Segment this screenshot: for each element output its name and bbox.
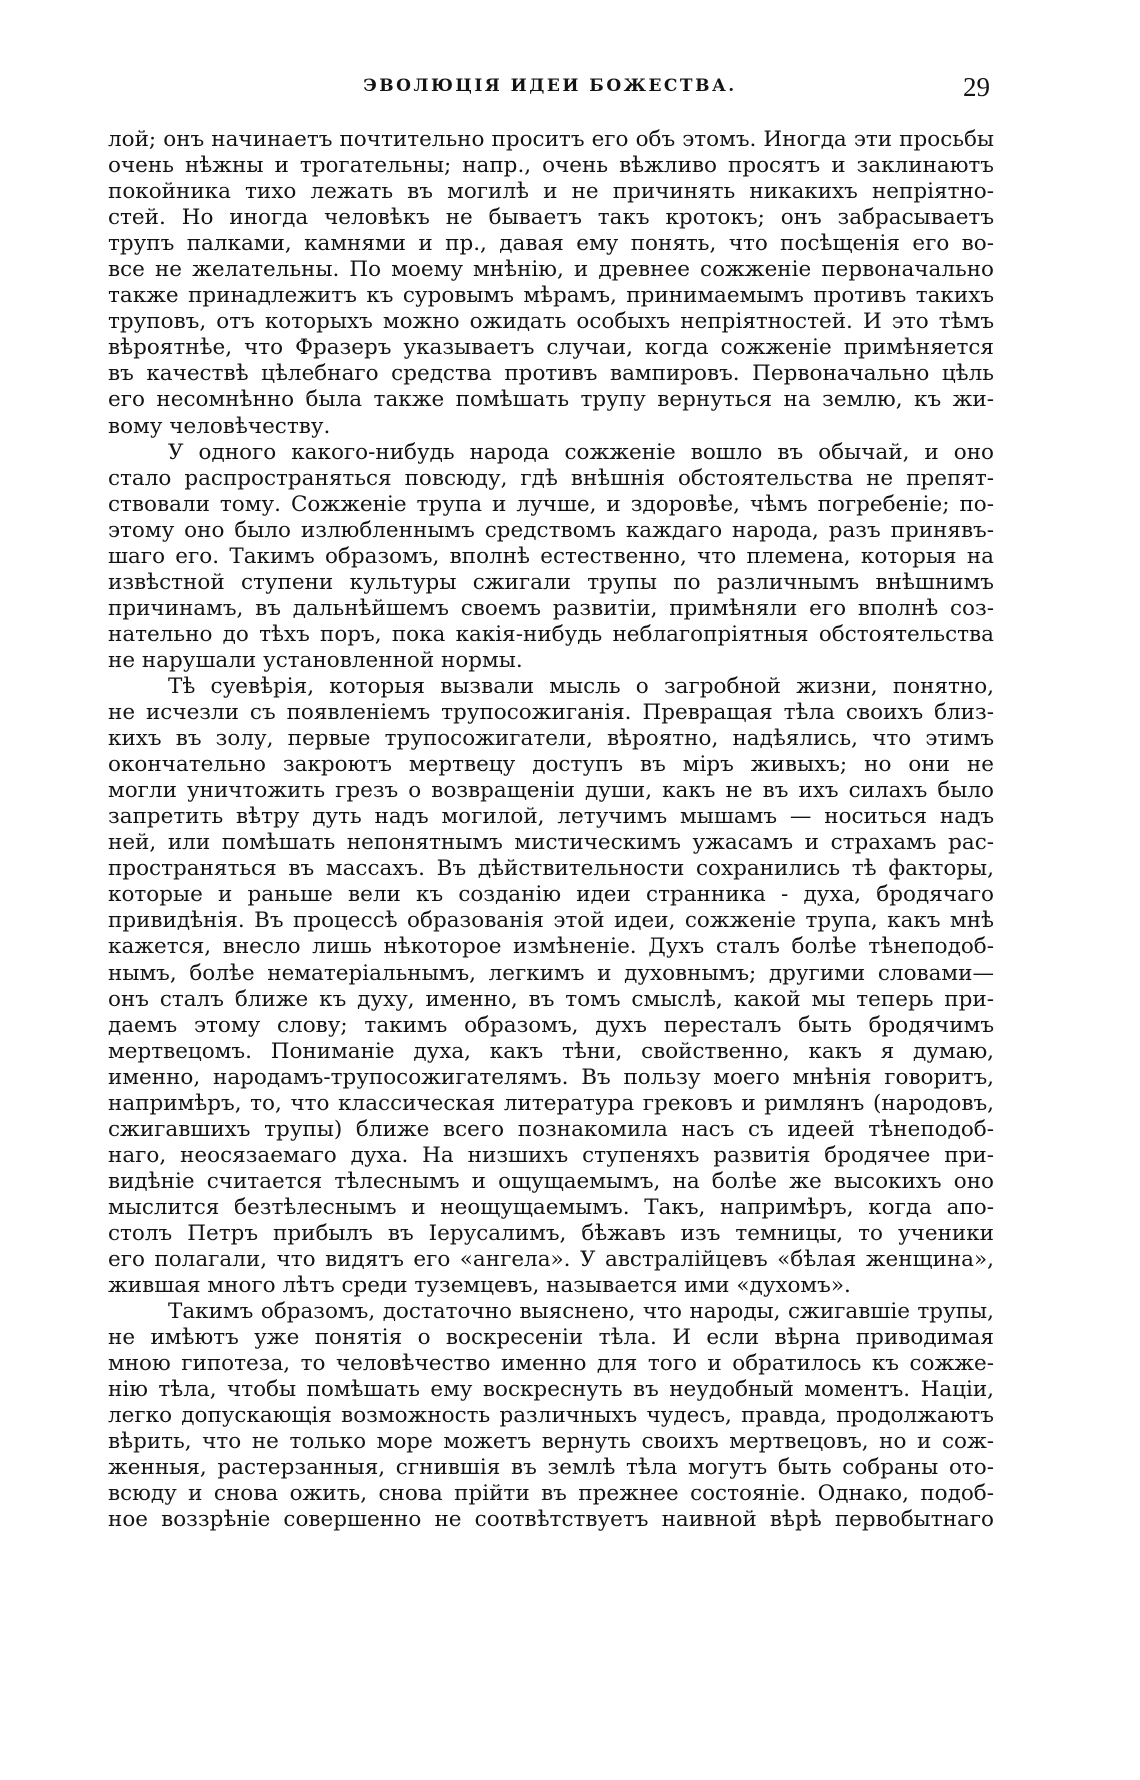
text-line: его несомнѣнно была также помѣшать трупу вернуться на землю, къ жи- xyxy=(108,387,994,413)
text-line: также принадлежитъ къ суровымъ мѣрамъ, принимаемымъ противъ такихъ xyxy=(108,283,994,309)
text-line: столъ Петръ прибылъ въ Іерусалимъ, бѣжавъ изъ темницы, то ученики xyxy=(108,1220,994,1246)
text-line: всюду и снова ожить, снова прійти въ прежнее состояніе. Однако, подоб- xyxy=(108,1481,994,1507)
text-line: наго, неосязаемаго духа. На низшихъ ступеняхъ развитія бродячее при- xyxy=(108,1142,994,1168)
text-line: нымъ, болѣе нематеріальнымъ, легкимъ и духовнымъ; другими словами— xyxy=(108,960,994,986)
text-line: Такимъ образомъ, достаточно выяснено, что народы, сжигавшіе трупы, xyxy=(168,1299,994,1325)
text-line: кихъ въ золу, первые трупосожигатели, вѣроятно, надѣялись, что этимъ xyxy=(108,726,994,752)
text-line: нію тѣла, чтобы помѣшать ему воскреснуть въ неудобный моментъ. Націи, xyxy=(108,1377,994,1403)
text-line: даемъ этому слову; такимъ образомъ, духъ пересталъ быть бродячимъ xyxy=(108,1012,994,1038)
text-line: жившая много лѣтъ среди туземцевъ, называется ими «духомъ». xyxy=(108,1273,851,1299)
text-line: очень нѣжны и трогательны; напр., очень вѣжливо просятъ и заклинаютъ xyxy=(108,153,994,179)
text-line: сжигавшихъ трупы) ближе всего познакомила насъ съ идеей тѣнеподоб- xyxy=(108,1116,994,1142)
text-line: вѣроятнѣе, что Фразеръ указываетъ случаи, когда сожженіе примѣняется xyxy=(108,335,994,361)
text-line: не имѣютъ уже понятія о воскресеніи тѣла. И если вѣрна приводимая xyxy=(108,1325,994,1351)
text-line: стало распространяться повсюду, гдѣ внѣшнія обстоятельства не препят- xyxy=(108,465,994,491)
text-line: его полагали, что видятъ его «ангела». У австралійцевъ «бѣлая женщина», xyxy=(108,1247,994,1273)
text-line: ное воззрѣніе совершенно не соотвѣтствуетъ наивной вѣрѣ первобытнаго xyxy=(108,1507,994,1533)
running-title: ЭВОЛЮЦІЯ ИДЕИ БОЖЕСТВА. xyxy=(363,76,737,96)
text-line: видѣніе считается тѣлеснымъ и ощущаемымъ, на болѣе же высокихъ оно xyxy=(108,1168,994,1194)
text-line: ней, или помѣшать непонятнымъ мистическимъ ужасамъ и страхамъ рас- xyxy=(108,830,994,856)
text-line: мертвецомъ. Пониманіе духа, какъ тѣни, свойственно, какъ я думаю, xyxy=(108,1038,994,1064)
text-line: могли уничтожить грезъ о возвращеніи души, какъ не въ ихъ силахъ было xyxy=(108,778,994,804)
text-line: мною гипотеза, то человѣчество именно для того и обратилось къ сожже- xyxy=(108,1351,994,1377)
running-header xyxy=(110,74,990,110)
text-line: окончательно закроютъ мертвецу доступъ въ міръ живыхъ; но они не xyxy=(108,752,994,778)
text-line: кажется, внесло лишь нѣкоторое измѣненіе. Духъ сталъ болѣе тѣнеподоб- xyxy=(108,934,994,960)
text-line: мыслится безтѣлеснымъ и неощущаемымъ. Такъ, напримѣръ, когда апо- xyxy=(108,1194,994,1220)
text-line: женныя, растерзанныя, сгнившія въ землѣ тѣла могутъ быть собраны ото- xyxy=(108,1455,994,1481)
text-line: этому оно было излюбленнымъ средствомъ каждаго народа, разъ принявъ- xyxy=(108,517,994,543)
text-line: стей. Но иногда человѣкъ не бываетъ такъ кротокъ; онъ забрасываетъ xyxy=(108,205,994,231)
text-line: именно, народамъ-трупосожигателямъ. Въ пользу моего мнѣнія говоритъ, xyxy=(108,1064,994,1090)
page-number: 29 xyxy=(963,72,990,102)
text-line: покойника тихо лежать въ могилѣ и не причинять никакихъ непріятно- xyxy=(108,179,994,205)
text-line: которые и раньше вели къ созданію идеи странника - духа, бродячаго xyxy=(108,882,994,908)
paragraph xyxy=(108,440,994,674)
text-line: вѣрить, что не только море можетъ вернуть своихъ мертвецовъ, но и сож- xyxy=(108,1429,994,1455)
text-line: не нарушали установленной нормы. xyxy=(108,647,523,673)
text-line: все не желательны. По моему мнѣнію, и древнее сожженіе первоначально xyxy=(108,257,994,283)
text-line: вому человѣчеству. xyxy=(108,413,331,439)
text-line: привидѣнія. Въ процессѣ образованія этой идеи, сожженіе трупа, какъ мнѣ xyxy=(108,908,994,934)
text-line: трупъ палками, камнями и пр., давая ему понять, что посѣщенія его во- xyxy=(108,231,994,257)
paragraph xyxy=(108,127,994,440)
text-line: нательно до тѣхъ поръ, пока какія-нибудь неблагопріятныя обстоятельства xyxy=(108,621,994,647)
text-line: въ качествѣ цѣлебнаго средства противъ вампировъ. Первоначально цѣль xyxy=(108,361,994,387)
text-line: извѣстной ступени культуры сжигали трупы по различнымъ внѣшнимъ xyxy=(108,569,994,595)
body-text xyxy=(108,127,994,1534)
text-line: не исчезли съ появленіемъ трупосожиганія. Превращая тѣла своихъ близ- xyxy=(108,700,994,726)
paragraph xyxy=(108,674,994,1299)
text-line: причинамъ, въ дальнѣйшемъ своемъ развитіи, примѣняли его вполнѣ соз- xyxy=(108,595,994,621)
text-line: У одного какого-нибудь народа сожженіе вошло въ обычай, и оно xyxy=(168,439,994,465)
text-line: пространяться въ массахъ. Въ дѣйствительности сохранились тѣ факторы, xyxy=(108,856,994,882)
text-line: ствовали тому. Сожженіе трупа и лучше, и здоровѣе, чѣмъ погребеніе; по- xyxy=(108,491,994,517)
text-line: запретить вѣтру дуть надъ могилой, летучимъ мышамъ — носиться надъ xyxy=(108,804,994,830)
text-line: напримѣръ, то, что классическая литература грековъ и римлянъ (народовъ, xyxy=(108,1090,994,1116)
text-line: легко допускающія возможность различныхъ чудесъ, правда, продолжаютъ xyxy=(108,1403,994,1429)
text-line: шаго его. Такимъ образомъ, вполнѣ естественно, что племена, которыя на xyxy=(108,543,994,569)
paragraph xyxy=(108,1299,994,1533)
text-line: труповъ, отъ которыхъ можно ожидать особыхъ непріятностей. И это тѣмъ xyxy=(108,309,994,335)
text-line: Тѣ суевѣрія, которыя вызвали мысль о загробной жизни, понятно, xyxy=(168,673,994,699)
text-line: лой; онъ начинаетъ почтительно проситъ его объ этомъ. Иногда эти просьбы xyxy=(108,127,994,152)
text-line: онъ сталъ ближе къ духу, именно, въ томъ смыслѣ, какой мы теперь при- xyxy=(108,986,994,1012)
